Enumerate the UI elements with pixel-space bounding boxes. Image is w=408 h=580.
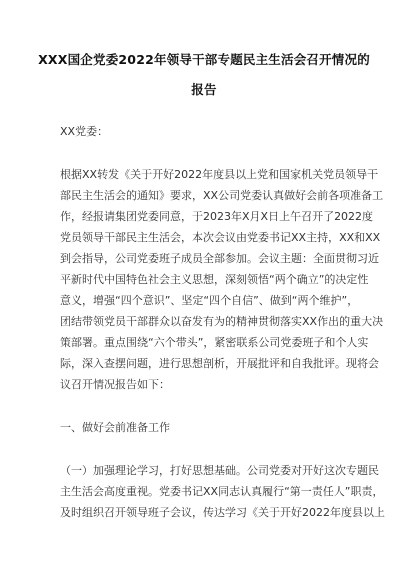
paragraph-line: 主生活会高度重视。党委书记XX同志认真履行“第一责任人”职责， (60, 485, 384, 498)
paragraph-line: 根据XX转发《关于开好2022年度县以上党和国家机关党员领导干 (60, 168, 379, 181)
paragraph-line: 部民主生活会的通知》要求，XX公司党委认真做好会前各项准备工 (60, 189, 384, 202)
paragraph-line: 党员领导干部民主生活会，本次会议由党委书记XX主持，XX和XX (60, 231, 381, 244)
paragraph-line: 团结带领党员干部群众以奋发有为的精神贯彻落实XX作出的重大决 (60, 315, 384, 328)
document-title-line-2: 报告 (191, 82, 217, 97)
paragraph-line: 际，深入查摆问题，进行思想剖析，开展批评和自我批评。现将会 (60, 357, 379, 370)
paragraph-line: 到会指导，公司党委班子成员全部参加。会议主题：全面贯彻习近 (60, 252, 379, 265)
paragraph-line: 意义，增强“四个意识”、坚定“四个自信”、做到“两个维护”， (60, 294, 359, 307)
paragraph-line: 作，经报请集团党委同意，于2023年X月X日上午召开了2022度 (60, 210, 374, 223)
paragraph-line: 及时组织召开领导班子会议，传达学习《关于开好2022年度县以上 (60, 506, 385, 519)
section-heading: 一、做好会前准备工作 (60, 421, 170, 434)
document-title-line-1: XXX国企党委2022年领导干部专题民主生活会召开情况的 (38, 52, 370, 67)
salutation: XX党委： (60, 125, 109, 138)
paragraph-line: 议召开情况报告如下： (60, 378, 170, 391)
paragraph-line: 平新时代中国特色社会主义思想，深刻领悟“两个确立”的决定性 (60, 273, 369, 286)
paragraph-line: 策部署。重点围绕“六个带头”，紧密联系公司党委班子和个人实 (60, 336, 369, 349)
paragraph-line: （一）加强理论学习，打好思想基础。公司党委对开好这次专题民 (60, 464, 379, 477)
